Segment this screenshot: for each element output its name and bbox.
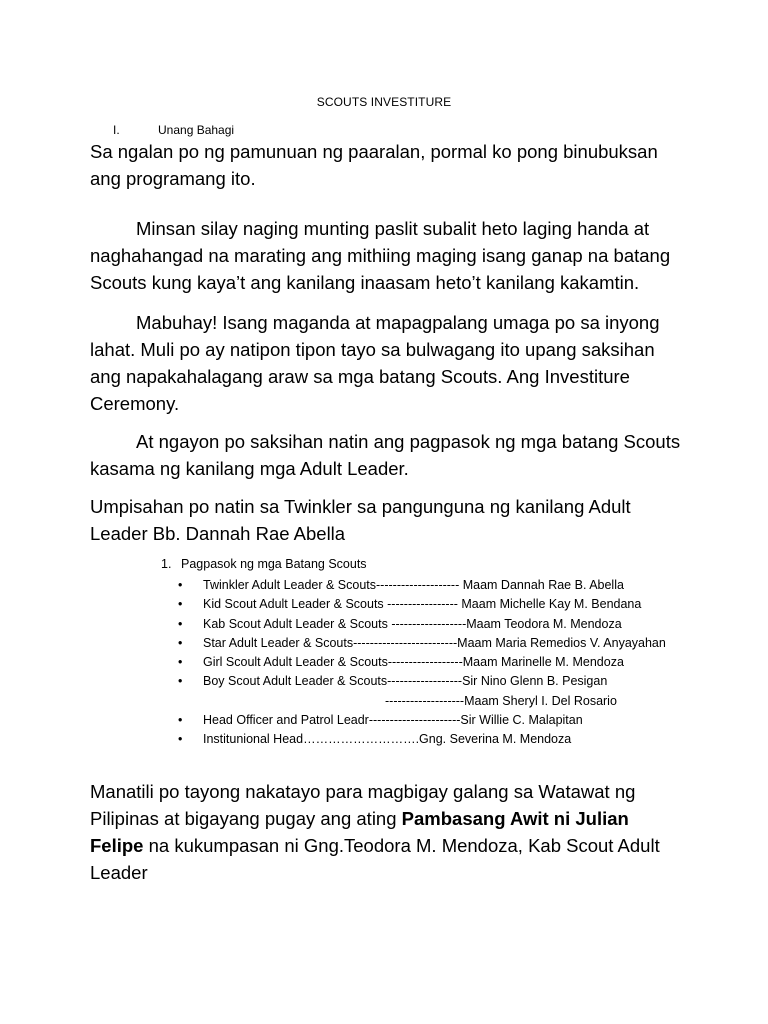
- list-item: • Kab Scout Adult Leader & Scouts ------------------Maam Teodora M. Mendoza: [178, 615, 738, 634]
- leaders-list: [178, 576, 738, 750]
- list-item: • Institunional Head……………………….Gng. Severina M. Mendoza: [178, 730, 738, 749]
- bullet-icon: •: [178, 616, 183, 631]
- list-item: • Kid Scout Adult Leader & Scouts ----------------- Maam Michelle Kay M. Bendana: [178, 595, 738, 614]
- bullet-icon: •: [178, 635, 183, 650]
- list-heading: [161, 557, 367, 571]
- list-item: • Head Officer and Patrol Leadr----------------------Sir Willie C. Malapitan: [178, 711, 738, 730]
- list-item: • Boy Scout Adult Leader & Scouts------------------Sir Nino Glenn B. Pesigan: [178, 672, 738, 691]
- list-item: • Star Adult Leader & Scouts-------------------------Maam Maria Remedios V. Anyayahan: [178, 634, 738, 653]
- document-title: SCOUTS INVESTITURE: [316, 95, 452, 109]
- list-item-continuation: -------------------Maam Sheryl I. Del Rosario: [385, 693, 617, 708]
- paragraph-entrance: At ngayon po saksihan natin ang pagpasok ng mga batang Scouts kasama ng kanilang mga Adult Leader.: [90, 431, 681, 479]
- section-heading: [113, 123, 234, 137]
- paragraph-greeting: Mabuhay! Isang maganda at mapagpalang umaga po sa inyong lahat. Muli po ay natipon tipon tayo sa bulwagang ito upang saksihan ang napakahalagang araw sa mga batang Scouts. Ang Investiture Ceremony.: [90, 312, 660, 414]
- paragraph-closing: [90, 778, 675, 886]
- list-heading-text: Pagpasok ng mga Batang Scouts: [181, 557, 367, 571]
- bullet-icon: •: [178, 713, 183, 728]
- list-number: 1.: [161, 557, 172, 571]
- list-item: • Twinkler Adult Leader & Scouts-------------------- Maam Dannah Rae B. Abella: [178, 576, 738, 595]
- anthem-title: Pambasang Awit ni Julian Felipe: [90, 808, 629, 856]
- list-item: • Girl Scoult Adult Leader & Scouts------------------Maam Marinelle M. Mendoza: [178, 653, 738, 672]
- bullet-icon: •: [178, 674, 183, 689]
- section-number: I.: [113, 123, 120, 137]
- closing-text-before: Manatili po tayong nakatayo para magbigay galang sa Watawat ng Pilipinas at bigayang pugay ang ating: [90, 781, 636, 829]
- closing-text-after: na kukumpasan ni Gng.Teodora M. Mendoza, Kab Scout Adult Leader: [90, 835, 660, 883]
- paragraph-twinkler: Umpisahan po natin sa Twinkler sa pangunguna ng kanilang Adult Leader Bb. Dannah Rae Abella: [90, 496, 631, 544]
- paragraph-opening: Sa ngalan po ng pamunuan ng paaralan, pormal ko pong binubuksan ang programang ito.: [90, 141, 658, 189]
- paragraph-intro: Minsan silay naging munting paslit subalit heto laging handa at naghahangad na marating ang mithiing maging isang ganap na batang Scouts kung kaya’t ang kanilang inaasam heto’t kanilang kakamtin.: [90, 218, 671, 293]
- bullet-icon: •: [178, 578, 183, 592]
- bullet-icon: •: [178, 597, 183, 612]
- bullet-icon: •: [178, 732, 183, 747]
- bullet-icon: •: [178, 655, 183, 670]
- section-label: Unang Bahagi: [158, 123, 235, 137]
